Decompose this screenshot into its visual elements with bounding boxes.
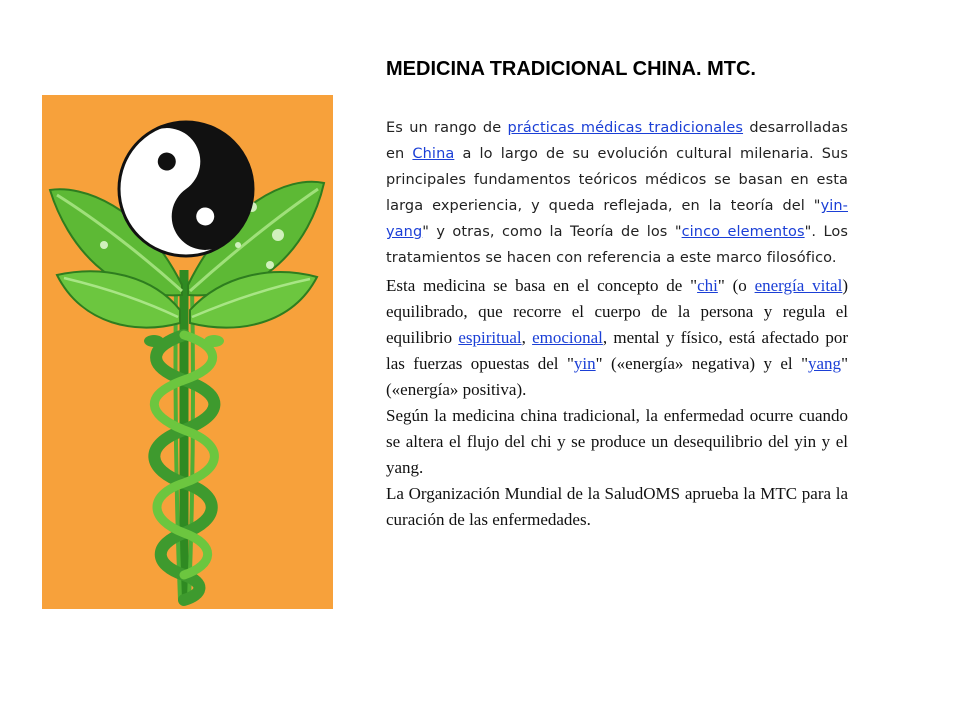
link-yin[interactable]: yin	[573, 354, 596, 373]
text-span: desarrolladas en	[386, 120, 848, 162]
text-span: Es un rango de	[386, 120, 508, 136]
text-span: a lo largo de su evolución cultural milenaria. Sus principales fundamentos teóricos médicos se basan en esta larga experiencia, y queda reflejada, en la teoría del "	[386, 146, 848, 214]
text-span: " y otras, como la Teoría de los "	[422, 224, 682, 240]
text-span: Esta medicina se basa en el concepto de "	[386, 276, 698, 295]
paragraph-chi	[386, 273, 848, 403]
text-span: ". Los tratamientos se hacen con referencia a este marco filosófico.	[386, 224, 848, 266]
link-yin-yang[interactable]: yin-yang	[386, 198, 848, 240]
paragraph-oms: La Organización Mundial de la SaludOMS aprueba la MTC para la curación de las enfermedades.	[386, 484, 848, 529]
caduceus-illustration	[42, 95, 333, 609]
page-title: MEDICINA TRADICIONAL CHINA. MTC.	[386, 58, 756, 80]
text-span: " (o	[717, 276, 755, 295]
link-espiritual[interactable]: espiritual	[458, 328, 522, 347]
yin-yang-caduceus-icon	[42, 95, 333, 609]
paragraph-enfermedad: Según la medicina china tradicional, la enfermedad ocurre cuando se altera el flujo del chi y se produce un desequilibrio del yin y el yang.	[386, 406, 848, 477]
text-span: ,	[521, 328, 533, 347]
link-china[interactable]: China	[412, 146, 455, 162]
paragraph-intro	[386, 115, 848, 271]
text-span: " («energía» positiva).	[386, 354, 849, 399]
link-chi[interactable]: chi	[697, 276, 718, 295]
link-cinco-elementos[interactable]: cinco elementos	[681, 224, 805, 240]
text-span: , mental y físico, está afectado por las fuerzas opuestas del "	[386, 328, 848, 373]
text-span: " («energía» negativa) y el "	[595, 354, 809, 373]
link-practicas-medicas[interactable]: prácticas médicas tradicionales	[507, 120, 744, 136]
link-emocional[interactable]: emocional	[532, 328, 603, 347]
link-yang[interactable]: yang	[808, 354, 842, 373]
link-energia-vital[interactable]: energía vital	[754, 276, 843, 295]
content-body	[386, 115, 848, 533]
text-span: ) equilibrado, que recorre el cuerpo de la persona y regula el equilibrio	[386, 276, 848, 347]
